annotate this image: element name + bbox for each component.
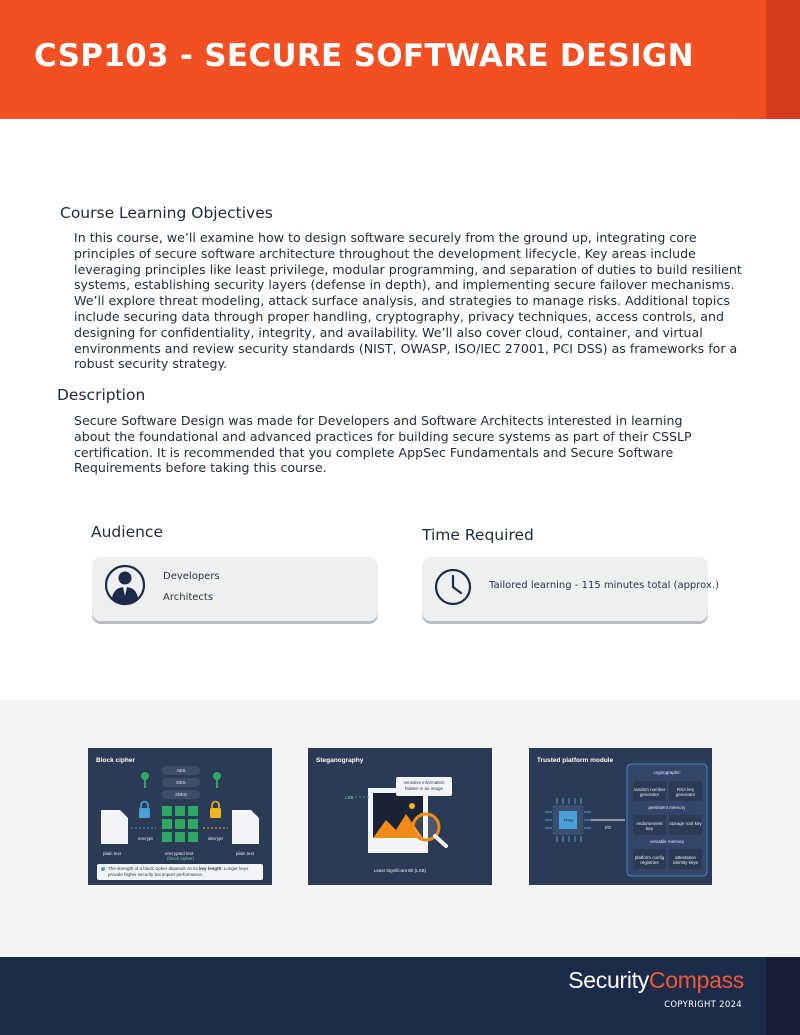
objectives-line: designing for confidentiality, integrity, and availability. We’ll also cover cloud, container, and virtual bbox=[74, 324, 703, 340]
cipher-alg-aes: AES bbox=[162, 766, 200, 775]
block-cipher-note-line2: provide higher security but impact performance. bbox=[108, 872, 204, 877]
decrypt-label: decrypt bbox=[208, 836, 223, 841]
encrypted-text-label: encrypted text bbox=[165, 851, 194, 856]
time-heading: Time Required bbox=[422, 526, 534, 544]
encrypt-label: encrypt bbox=[138, 836, 153, 841]
audience-heading: Audience bbox=[91, 523, 163, 541]
objectives-heading: Course Learning Objectives bbox=[60, 204, 273, 222]
tpm-thumbnail[interactable] bbox=[529, 748, 712, 885]
steganography-title: Steganography bbox=[316, 757, 364, 764]
tpm-aik: attestation identity keys bbox=[673, 855, 698, 865]
description-line: Requirements before taking this course. bbox=[74, 460, 327, 476]
user-icon bbox=[105, 563, 145, 610]
block-cipher-sub-label: (block cipher) bbox=[167, 856, 195, 861]
description-heading: Description bbox=[57, 386, 146, 404]
block-cipher-thumbnail[interactable] bbox=[88, 748, 272, 885]
steganography-bubble-line1: sensitive information bbox=[403, 780, 445, 785]
page-header bbox=[0, 0, 800, 119]
tpm-versatile-heading: versatile memory bbox=[649, 839, 685, 844]
audience-card bbox=[92, 557, 378, 621]
lsb-arrow-label: LSB bbox=[345, 795, 354, 800]
objectives-line: environments and review security standards (NIST, OWASP, ISO/IEC 27001, PCI DSS) as frameworks for a bbox=[74, 340, 738, 356]
plain-text-label-left: plain text bbox=[103, 851, 122, 856]
objectives-text bbox=[74, 230, 742, 372]
tpm-storage-root-key: storage root key bbox=[669, 821, 702, 826]
block-cipher-note-part2: . Longer keys bbox=[221, 866, 249, 871]
block-cipher-note-part1: The strength of a block cipher depends on its bbox=[108, 866, 200, 871]
footer-accent-strip bbox=[766, 957, 800, 1035]
tpm-rsa: RSA key generator bbox=[675, 787, 696, 797]
header-accent-strip bbox=[766, 0, 800, 119]
objectives-line: In this course, we’ll examine how to design software securely from the ground up, integrating core bbox=[74, 230, 697, 245]
block-cipher-title: Block cipher bbox=[96, 757, 136, 764]
copyright-text: COPYRIGHT 2024 bbox=[664, 1000, 742, 1010]
block-cipher-diagram bbox=[88, 748, 272, 885]
steganography-bubble-line2: hidden in an image bbox=[404, 786, 444, 791]
block-cipher-note-bold: key length bbox=[199, 866, 222, 871]
tpm-rng: random number generator bbox=[633, 787, 666, 797]
plain-text-label-right: plain text bbox=[236, 851, 255, 856]
tpm-io-label: I/O bbox=[605, 825, 612, 830]
cipher-alg-des: DES bbox=[162, 778, 200, 787]
time-card bbox=[422, 557, 719, 621]
audience-item-architects: Architects bbox=[163, 592, 214, 603]
audience-item-developers: Developers bbox=[163, 571, 220, 582]
description-line: Secure Software Design was made for Developers and Software Architects interested in learning bbox=[74, 413, 683, 428]
tpm-endorsement-key: endorsement key bbox=[636, 821, 663, 831]
logo-word-compass: Compass bbox=[648, 967, 744, 993]
steganography-diagram bbox=[308, 748, 492, 885]
tpm-title: Trusted platform module bbox=[537, 757, 614, 764]
steganography-thumbnail[interactable] bbox=[308, 748, 492, 885]
objectives-line: principles of secure software architecture throughout the development lifecycle. Key areas include bbox=[74, 245, 696, 261]
objectives-line: We’ll explore threat modeling, attack surface analysis, and strategies to manage risks. Additional topics bbox=[74, 293, 730, 309]
logo-word-security: Security bbox=[568, 967, 649, 993]
description-line: certification. It is recommended that you complete AppSec Fundamentals and Secure Software bbox=[74, 444, 674, 460]
security-compass-logo bbox=[568, 967, 744, 994]
objectives-line: leveraging principles like least privilege, modular programming, and separation of duties to build resilient bbox=[74, 261, 742, 277]
description-text bbox=[74, 413, 692, 476]
description-line: about the foundational and advanced practices for building secure systems as part of their CSSLP bbox=[74, 428, 692, 444]
objectives-line: robust security strategy. bbox=[74, 356, 228, 372]
time-text: Tailored learning - 115 minutes total (approx.) bbox=[489, 580, 719, 591]
page-footer bbox=[0, 957, 800, 1035]
tpm-pcr: platform config registries bbox=[634, 855, 665, 865]
objectives-line: systems, establishing security layers (defense in depth), and implementing secure failover mechanisms. bbox=[74, 277, 735, 293]
page-title: CSP103 - SECURE SOFTWARE DESIGN bbox=[34, 38, 694, 74]
tpm-chip-label: TPM bbox=[563, 818, 573, 823]
objectives-line: include securing data through proper handling, cryptography, privacy techniques, access controls, and bbox=[74, 308, 724, 324]
cipher-alg-3des: 3DES bbox=[162, 790, 200, 799]
tpm-cryptographic-heading: cryptographic bbox=[653, 770, 681, 775]
block-cipher-note bbox=[108, 866, 248, 871]
tpm-persistent-heading: persistent memory bbox=[648, 805, 686, 810]
clock-icon bbox=[434, 568, 472, 606]
steganography-caption: Least Significant Bit (LSB) bbox=[373, 868, 427, 873]
